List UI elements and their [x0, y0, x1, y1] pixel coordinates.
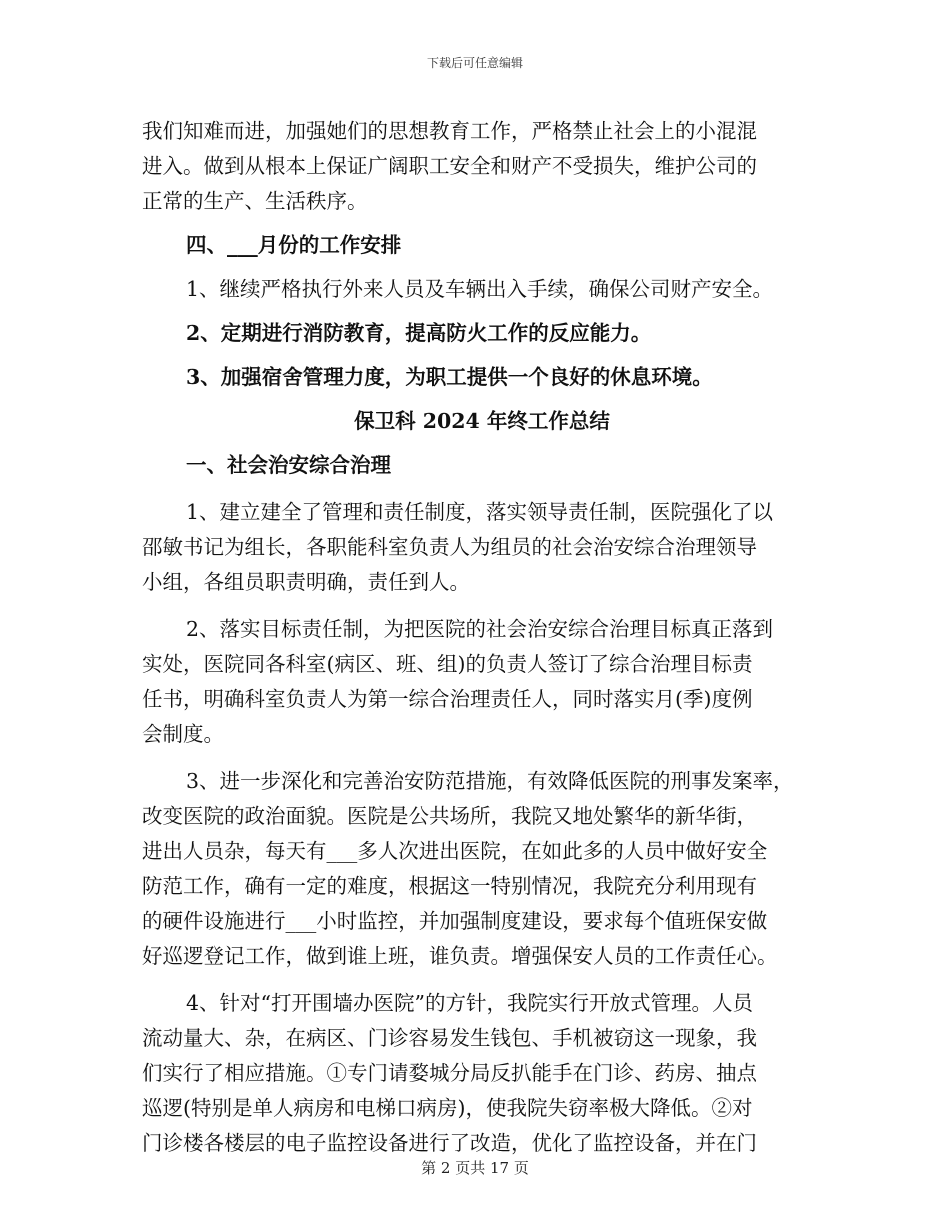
paragraph-line: 好巡逻登记工作，做到谁上班，谁负责。增强保安人员的工作责任心。	[142, 944, 778, 968]
paragraph-line: 邵敏书记为组长，各职能科室负责人为组员的社会治安综合治理领导	[142, 535, 757, 559]
paragraph-line: 门诊楼各楼层的电子监控设备进行了改造，优化了监控设备，并在门	[142, 1131, 757, 1155]
list-item: 1、继续严格执行外来人员及车辆出入手续，确保公司财产安全。	[186, 277, 774, 301]
page-header-note: 下载后可任意编辑	[426, 56, 523, 70]
paragraph-line: 改变医院的政治面貌。医院是公共场所，我院又地处繁华的新华街，	[142, 804, 757, 828]
paragraph-line: 2、落实目标责任制，为把医院的社会治安综合治理目标真正落到	[186, 617, 774, 641]
paragraph-line: 进出人员杂，每天有___多人次进出医院，在如此多的人员中做好安全	[142, 839, 768, 863]
document-body	[142, 114, 822, 1161]
paragraph-line: 正常的生产、生活秩序。	[142, 189, 368, 213]
section-heading: 一、社会治安综合治理	[186, 453, 391, 477]
paragraph-line: 进入。做到从根本上保证广阔职工安全和财产不受损失，维护公司的	[142, 154, 757, 178]
paragraph-line: 巡逻(特别是单人病房和电梯口病房)，使我院失窃率极大降低。②对	[142, 1096, 753, 1120]
section-heading: 四、___月份的工作安排	[186, 233, 402, 257]
paragraph-line: 我们知难而进，加强她们的思想教育工作，严格禁止社会上的小混混	[142, 119, 757, 143]
paragraph-line: 会制度。	[142, 722, 224, 746]
paragraph-line: 防范工作，确有一定的难度，根据这一特别情况，我院充分利用现有	[142, 874, 757, 898]
paragraph-line: 小组，各组员职责明确，责任到人。	[142, 570, 470, 594]
paragraph-line: 流动量大、杂，在病区、门诊容易发生钱包、手机被窃这一现象，我	[142, 1026, 757, 1050]
paragraph-line: 们实行了相应措施。①专门请婺城分局反扒能手在门诊、药房、抽点	[142, 1061, 757, 1085]
list-item: 3、加强宿舍管理力度，为职工提供一个良好的休息环境。	[186, 365, 713, 389]
list-item: 2、定期进行消防教育，提高防火工作的反应能力。	[186, 321, 652, 345]
paragraph-line: 4、针对“打开围墙办医院”的方针，我院实行开放式管理。人员	[186, 991, 754, 1015]
document-title: 保卫科 2024 年终工作总结	[354, 409, 610, 433]
paragraph-line: 实处，医院同各科室(病区、班、组)的负责人签订了综合治理目标责	[142, 652, 753, 676]
page-number: 第 2 页共 17 页	[421, 1159, 529, 1177]
paragraph-line: 任书，明确科室负责人为第一综合治理责任人，同时落实月(季)度例	[142, 687, 753, 711]
paragraph-line: 3、进一步深化和完善治安防范措施，有效降低医院的刑事发案率，	[186, 769, 794, 793]
paragraph-line: 的硬件设施进行___小时监控，并加强制度建设，要求每个值班保安做	[142, 909, 768, 933]
paragraph-line: 1、建立建全了管理和责任制度，落实领导责任制，医院强化了以	[186, 500, 774, 524]
